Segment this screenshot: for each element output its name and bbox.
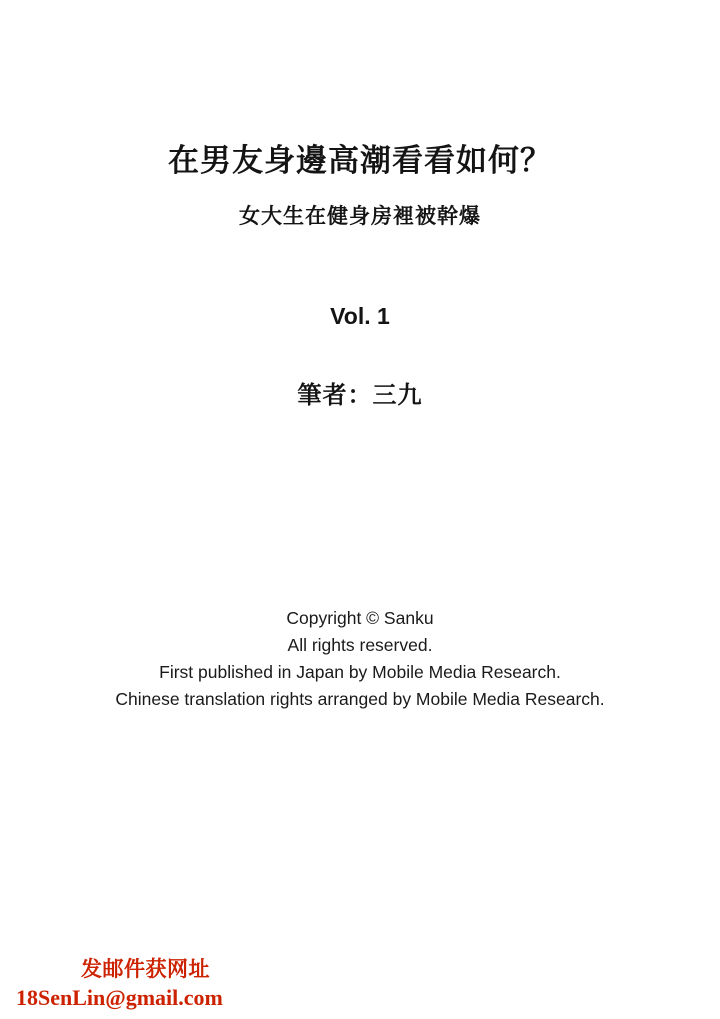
watermark-email: 18SenLin@gmail.com xyxy=(16,985,223,1011)
copyright-line-2: All rights reserved. xyxy=(287,635,433,655)
copyright-line-4: Chinese translation rights arranged by Mobile Media Research. xyxy=(115,689,605,709)
watermark-text: 发邮件获网址 xyxy=(81,956,210,981)
copyright-line-1: Copyright © Sanku xyxy=(286,608,434,628)
author-label: 筆者：三九 xyxy=(297,381,423,409)
page-title: 在男友身邊高潮看看如何？ xyxy=(168,143,552,179)
watermark xyxy=(16,955,223,1013)
copyright-line-3: First published in Japan by Mobile Media Research. xyxy=(159,662,561,682)
volume-label: Vol. 1 xyxy=(330,303,390,329)
title-block xyxy=(0,142,720,230)
page-subtitle: 女大生在健身房裡被幹爆 xyxy=(239,203,481,228)
copyright-block xyxy=(0,605,720,713)
